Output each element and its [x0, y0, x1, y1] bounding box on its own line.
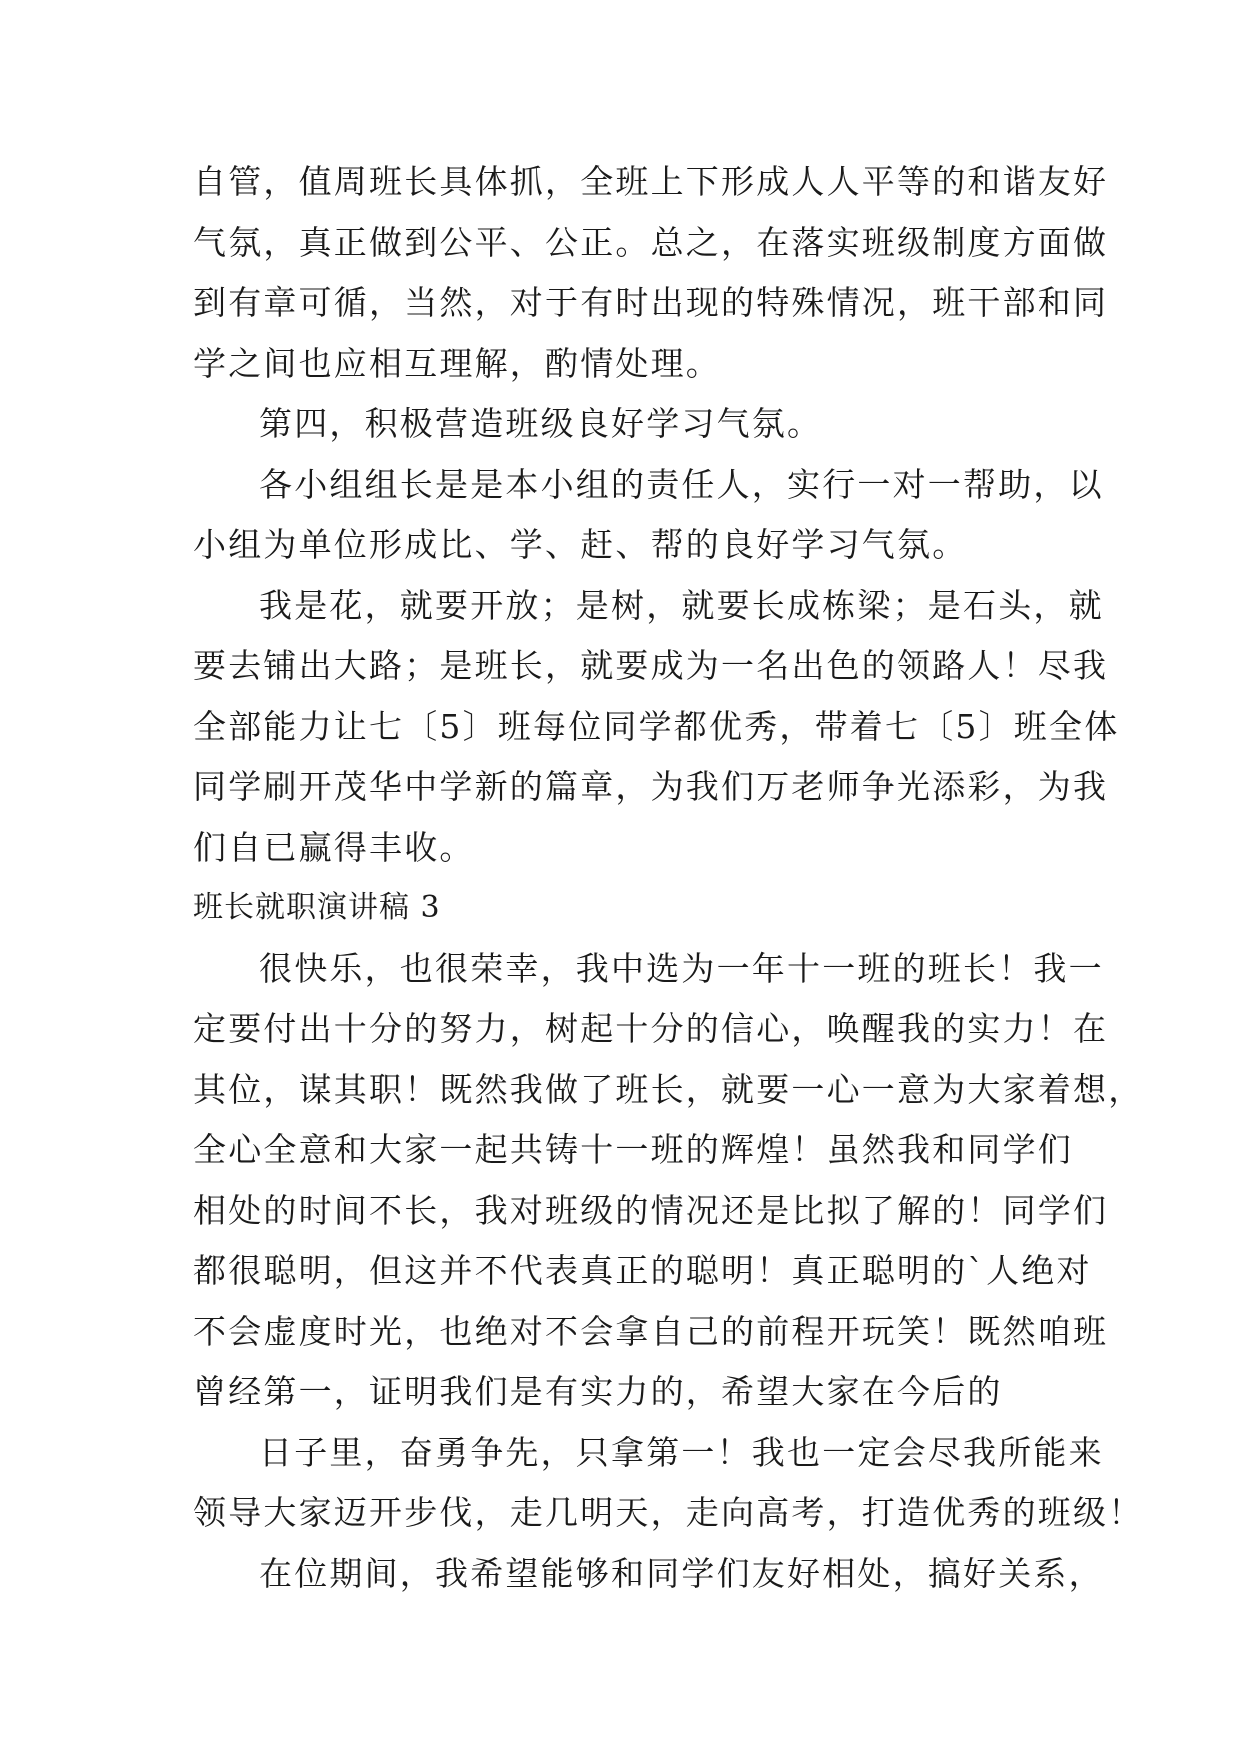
paragraph [193, 152, 1109, 394]
paragraph [193, 1544, 1104, 1605]
paragraph [193, 455, 1104, 576]
text-line: 很快乐，也很荣幸，我中选为一年十一班的班长！我一 [259, 948, 1104, 988]
text-line: 领导大家迈开步伐，走几明天，走向高考，打造优秀的班级！ [193, 1493, 1144, 1532]
text-line: 小组为单位形成比、学、赶、帮的良好学习气氛。 [193, 525, 968, 564]
text-line: 不会虚度时光，也绝对不会拿自己的前程开玩笑！既然咱班 [193, 1311, 1109, 1351]
text-line: 全心全意和大家一起共铸十一班的辉煌！虽然我和同学们 [193, 1130, 1073, 1169]
text-line: 到有章可循，当然，对于有时出现的特殊情况，班干部和同 [193, 283, 1109, 322]
section-heading [193, 878, 1053, 939]
text-line: 各小组组长是是本小组的责任人，实行一对一帮助，以 [259, 464, 1104, 504]
text-line: 们自已赢得丰收。 [193, 827, 475, 867]
document-body [193, 152, 1144, 1604]
text-line: 第四，积极营造班级良好学习气氛。 [259, 404, 823, 443]
text-line: 要去铺出大路；是班长，就要成为一名出色的领路人！尽我 [193, 646, 1109, 685]
paragraph [193, 939, 1144, 1423]
text-line: 学之间也应相互理解，酌情处理。 [193, 343, 721, 383]
text-line: 我是花，就要开放；是树，就要长成栋梁；是石头，就 [259, 585, 1104, 625]
text-line: 全部能力让七〔5〕班每位同学都优秀，带着七〔5〕班全体 [193, 706, 1120, 746]
text-line: 日子里，奋勇争先，只拿第一！我也一定会尽我所能来 [259, 1432, 1104, 1472]
text-line: 相处的时间不长，我对班级的情况还是比拟了解的！同学们 [193, 1190, 1109, 1230]
text-line: 都很聪明，但这并不代表真正的聪明！真正聪明的`人绝对 [193, 1251, 1092, 1290]
text-line: 其位，谋其职！既然我做了班长，就要一心一意为大家着想， [193, 1069, 1144, 1109]
text-line: 自管，值周班长具体抓，全班上下形成人人平等的和谐友好 [193, 162, 1109, 201]
text-line: 定要付出十分的努力，树起十分的信心，唤醒我的实力！在 [193, 1009, 1109, 1048]
paragraph [193, 1423, 1144, 1544]
text-line: 气氛，真正做到公平、公正。总之，在落实班级制度方面做 [193, 222, 1109, 262]
text-line: 在位期间，我希望能够和同学们友好相处，搞好关系， [259, 1553, 1104, 1593]
paragraph [193, 576, 1120, 879]
paragraph [193, 394, 1053, 455]
text-line: 曾经第一，证明我们是有实力的，希望大家在今后的 [193, 1372, 1003, 1411]
heading-text: 班长就职演讲稿 3 [193, 890, 441, 925]
text-line: 同学刷开茂华中学新的篇章，为我们万老师争光添彩，为我 [193, 767, 1109, 806]
